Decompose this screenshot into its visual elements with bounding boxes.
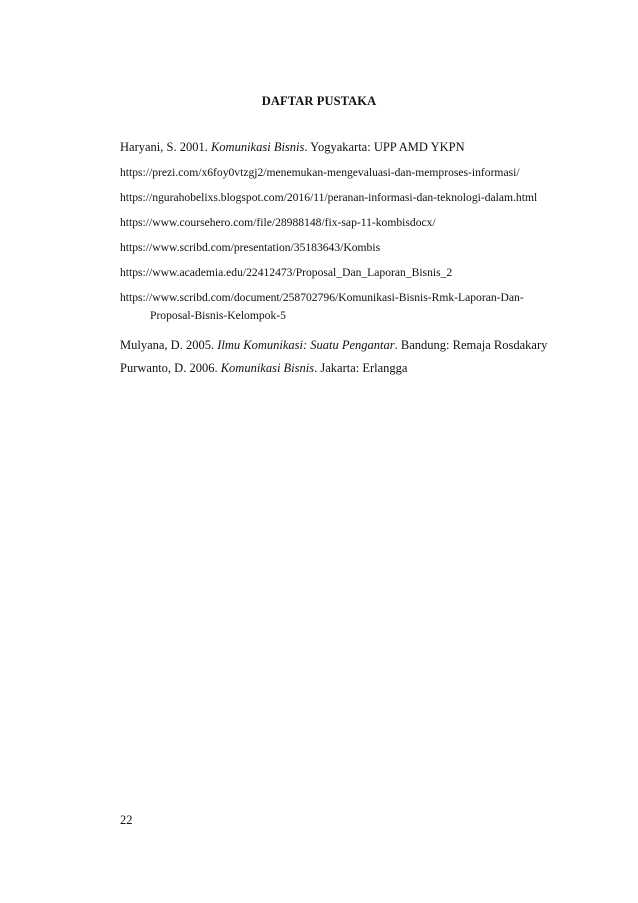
reference-item [120,359,549,378]
reference-item [120,332,549,359]
reference-book-title: Komunikasi Bisnis [210,140,305,154]
reference-url[interactable]: https://www.academia.edu/22412473/Proposal_Dan_Laporan_Bisnis_2 [120,266,453,279]
page-title: DAFTAR PUSTAKA [261,94,377,108]
reference-url[interactable]: https://www.scribd.com/document/258702796/Komunikasi-Bisnis-Rmk-Laporan-Dan-Proposal-Bisnis-Kelompok-5 [120,291,524,322]
reference-url[interactable]: https://www.coursehero.com/file/28988148/fix-sap-11-kombisdocx/ [120,216,436,229]
reference-publisher: . Yogyakarta: UPP AMD YKPN [304,140,465,154]
reference-list [120,138,549,385]
reference-item [120,289,549,325]
reference-publisher: . Bandung: Remaja Rosdakary [394,338,548,352]
reference-book-title: Ilmu Komunikasi: Suatu Pengantar [217,338,395,352]
reference-publisher: . Jakarta: Erlangga [314,361,408,375]
reference-url[interactable]: https://www.scribd.com/presentation/35183643/Kombis [120,241,381,254]
reference-url[interactable]: https://prezi.com/x6foy0vtzgj2/menemukan-mengevaluasi-dan-memproses-informasi/ [120,166,520,179]
reference-book-title: Komunikasi Bisnis [220,361,315,375]
reference-item [120,214,549,232]
reference-author-year: Purwanto, D. 2006. [120,361,221,375]
page-number: 22 [120,813,133,827]
reference-item [120,239,549,257]
reference-item [120,264,549,282]
reference-item [120,189,549,207]
reference-url[interactable]: https://ngurahobelixs.blogspot.com/2016/11/peranan-informasi-dan-teknologi-dalam.html [120,191,538,204]
reference-author-year: Mulyana, D. 2005. [120,338,218,352]
reference-item [120,138,549,157]
reference-item [120,164,549,182]
reference-author-year: Haryani, S. 2001. [120,140,211,154]
